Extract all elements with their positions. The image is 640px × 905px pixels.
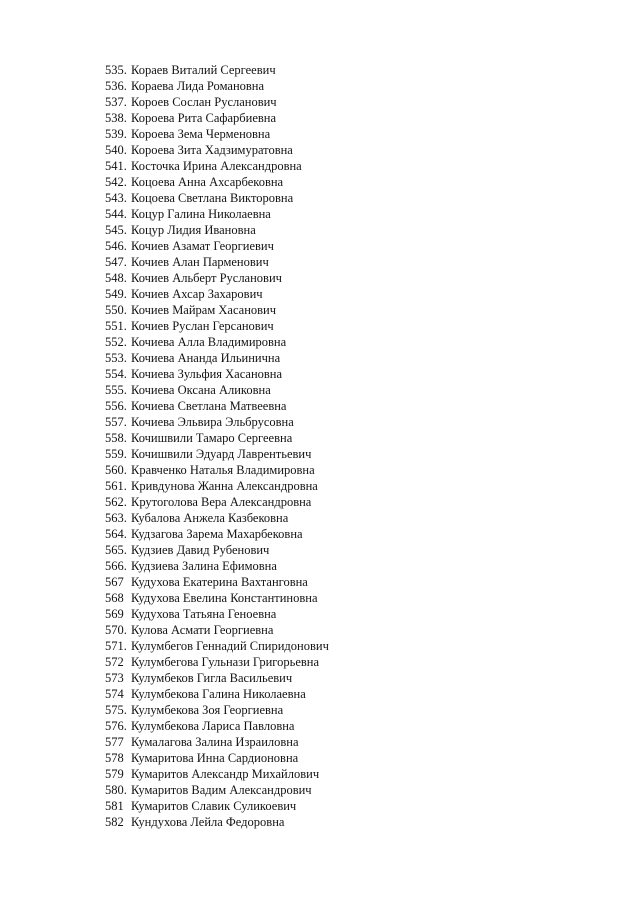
list-item [105, 190, 329, 206]
entry-number: 580. [105, 783, 127, 797]
entry-number: 560. [105, 463, 127, 477]
entry-name: Кочиева Светлана Матвеевна [131, 399, 287, 413]
entry-number: 581 [105, 799, 124, 813]
entry-number: 574 [105, 687, 124, 701]
entry-number: 576. [105, 719, 127, 733]
list-item [105, 782, 329, 798]
list-item [105, 638, 329, 654]
list-item [105, 574, 329, 590]
list-item [105, 798, 329, 814]
entry-name: Кулумбеков Гигла Васильевич [131, 671, 293, 685]
list-item [105, 702, 329, 718]
entry-name: Кулумбекова Лариса Павловна [131, 719, 295, 733]
list-item [105, 478, 329, 494]
entry-number: 543. [105, 191, 127, 205]
entry-name: Кочиева Оксана Аликовна [131, 383, 271, 397]
name-list [105, 62, 329, 830]
list-item [105, 686, 329, 702]
entry-name: Коцоева Светлана Викторовна [131, 191, 294, 205]
entry-number: 566. [105, 559, 127, 573]
list-item [105, 318, 329, 334]
entry-name: Кочиева Алла Владимировна [131, 335, 287, 349]
list-item [105, 542, 329, 558]
entry-number: 562. [105, 495, 127, 509]
list-item [105, 270, 329, 286]
entry-name: Кудухова Татьяна Геноевна [131, 607, 277, 621]
entry-number: 554. [105, 367, 127, 381]
entry-name: Короев Сослан Русланович [131, 95, 277, 109]
list-item [105, 622, 329, 638]
entry-number: 544. [105, 207, 127, 221]
entry-name: Короева Зита Хадзимуратовна [131, 143, 293, 157]
entry-name: Кривдунова Жанна Александровна [131, 479, 318, 493]
list-item [105, 446, 329, 462]
entry-number: 582 [105, 815, 124, 829]
entry-number: 546. [105, 239, 127, 253]
entry-number: 538. [105, 111, 127, 125]
entry-number: 548. [105, 271, 127, 285]
list-item [105, 286, 329, 302]
entry-number: 536. [105, 79, 127, 93]
list-item [105, 734, 329, 750]
entry-number: 564. [105, 527, 127, 541]
list-item [105, 558, 329, 574]
entry-number: 565. [105, 543, 127, 557]
entry-number: 568 [105, 591, 124, 605]
entry-number: 575. [105, 703, 127, 717]
entry-name: Кумаритова Инна Сардионовна [131, 751, 299, 765]
entry-name: Кораев Виталий Сергеевич [131, 63, 276, 77]
entry-number: 578 [105, 751, 124, 765]
list-item [105, 526, 329, 542]
list-item [105, 670, 329, 686]
entry-number: 573 [105, 671, 124, 685]
entry-name: Кочиев Руслан Герсанович [131, 319, 274, 333]
list-item [105, 126, 329, 142]
list-item [105, 462, 329, 478]
entry-number: 535. [105, 63, 127, 77]
entry-name: Короева Зема Черменовна [131, 127, 271, 141]
entry-number: 541. [105, 159, 127, 173]
list-item [105, 414, 329, 430]
entry-name: Кочиева Зульфия Хасановна [131, 367, 283, 381]
entry-number: 547. [105, 255, 127, 269]
entry-number: 540. [105, 143, 127, 157]
entry-name: Кумаритов Александр Михайлович [131, 767, 320, 781]
entry-name: Коцур Лидия Ивановна [131, 223, 256, 237]
entry-name: Коцоева Анна Ахсарбековна [131, 175, 284, 189]
entry-name: Кочишвили Эдуард Лаврентьевич [131, 447, 312, 461]
entry-number: 579 [105, 767, 124, 781]
entry-name: Кундухова Лейла Федоровна [131, 815, 285, 829]
entry-name: Кумалагова Залина Израиловна [131, 735, 299, 749]
entry-number: 550. [105, 303, 127, 317]
list-item [105, 174, 329, 190]
entry-name: Кудзиева Залина Ефимовна [131, 559, 277, 573]
list-item [105, 302, 329, 318]
entry-name: Короева Рита Сафарбиевна [131, 111, 277, 125]
list-item [105, 750, 329, 766]
list-item [105, 334, 329, 350]
entry-number: 537. [105, 95, 127, 109]
entry-name: Кочиев Ахсар Захарович [131, 287, 263, 301]
list-item [105, 718, 329, 734]
entry-number: 577 [105, 735, 124, 749]
list-item [105, 142, 329, 158]
list-item [105, 814, 329, 830]
list-item [105, 494, 329, 510]
list-item [105, 222, 329, 238]
entry-number: 567 [105, 575, 124, 589]
entry-name: Кравченко Наталья Владимировна [131, 463, 315, 477]
list-item [105, 606, 329, 622]
entry-number: 557. [105, 415, 127, 429]
entry-number: 563. [105, 511, 127, 525]
list-item [105, 206, 329, 222]
entry-number: 571. [105, 639, 127, 653]
entry-number: 552. [105, 335, 127, 349]
list-item [105, 110, 329, 126]
entry-number: 553. [105, 351, 127, 365]
entry-name: Крутоголова Вера Александровна [131, 495, 312, 509]
entry-number: 551. [105, 319, 127, 333]
list-item [105, 766, 329, 782]
list-item [105, 350, 329, 366]
list-item [105, 94, 329, 110]
entry-name: Кулумбегов Геннадий Спиридонович [131, 639, 329, 653]
entry-name: Кудзиев Давид Рубенович [131, 543, 270, 557]
entry-name: Кудухова Екатерина Вахтанговна [131, 575, 308, 589]
entry-number: 539. [105, 127, 127, 141]
list-item [105, 510, 329, 526]
list-item [105, 238, 329, 254]
entry-name: Кораева Лида Романовна [131, 79, 265, 93]
list-item [105, 366, 329, 382]
entry-name: Кулумбекова Галина Николаевна [131, 687, 306, 701]
list-item [105, 158, 329, 174]
entry-name: Коцур Галина Николаевна [131, 207, 271, 221]
list-item [105, 62, 329, 78]
entry-name: Кочиева Эльвира Эльбрусовна [131, 415, 294, 429]
entry-number: 569 [105, 607, 124, 621]
entry-number: 556. [105, 399, 127, 413]
entry-number: 559. [105, 447, 127, 461]
entry-name: Кочиев Азамат Георгиевич [131, 239, 274, 253]
list-item [105, 254, 329, 270]
entry-number: 570. [105, 623, 127, 637]
list-item [105, 654, 329, 670]
entry-name: Кулумбегова Гульнази Григорьевна [131, 655, 320, 669]
entry-name: Косточка Ирина Александровна [131, 159, 302, 173]
entry-number: 572 [105, 655, 124, 669]
list-item [105, 382, 329, 398]
entry-name: Кочиев Альберт Русланович [131, 271, 282, 285]
entry-name: Кочиев Майрам Хасанович [131, 303, 277, 317]
entry-name: Кочиева Ананда Ильинична [131, 351, 281, 365]
entry-number: 545. [105, 223, 127, 237]
entry-name: Кумаритов Вадим Александрович [131, 783, 312, 797]
entry-number: 555. [105, 383, 127, 397]
entry-name: Кулумбекова Зоя Георгиевна [131, 703, 284, 717]
entry-number: 558. [105, 431, 127, 445]
entry-name: Кочиев Алан Парменович [131, 255, 269, 269]
entry-name: Кудухова Евелина Константиновна [131, 591, 318, 605]
entry-name: Кочишвили Тамаро Сергеевна [131, 431, 293, 445]
entry-name: Кудзагова Зарема Махарбековна [131, 527, 303, 541]
list-item [105, 430, 329, 446]
entry-number: 549. [105, 287, 127, 301]
list-item [105, 398, 329, 414]
list-item [105, 78, 329, 94]
entry-name: Кумаритов Славик Суликоевич [131, 799, 297, 813]
entry-number: 561. [105, 479, 127, 493]
entry-number: 542. [105, 175, 127, 189]
entry-name: Кулова Асмати Георгиевна [131, 623, 274, 637]
list-item [105, 590, 329, 606]
entry-name: Кубалова Анжела Казбековна [131, 511, 289, 525]
